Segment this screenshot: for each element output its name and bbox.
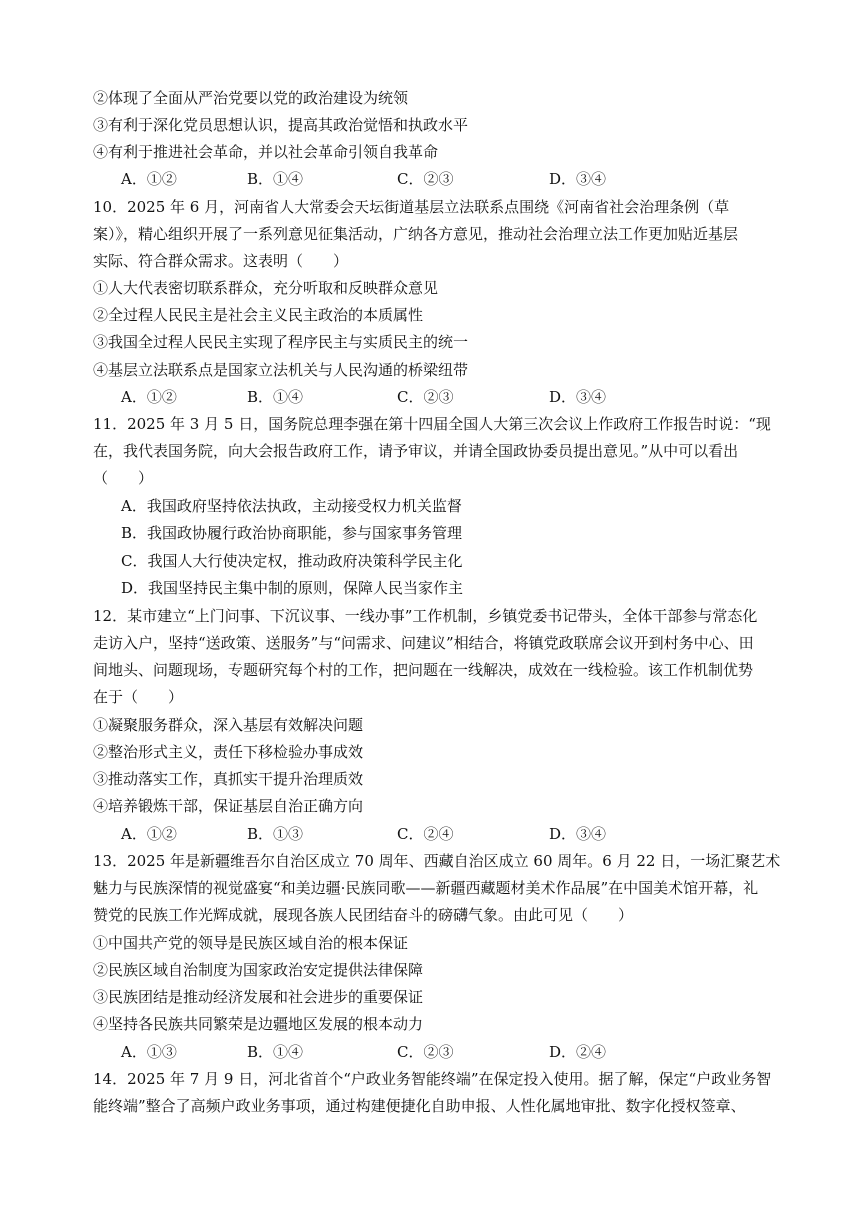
q12-choice-d[interactable]: D．③④	[549, 825, 607, 843]
q14-stem-line-2: 能终端”整合了高频户政业务事项，通过构建便捷化自助申报、人性化属地审批、数字化授权签章、	[93, 1097, 746, 1115]
q9-choices	[121, 166, 821, 193]
q11-option-b[interactable]: B．我国政协履行政治协商职能，参与国家事务管理	[121, 524, 463, 542]
q11-option-d[interactable]: D．我国坚持民主集中制的原则，保障人民当家作主	[121, 579, 464, 597]
q12-statement-4: ④培养锻炼干部，保证基层自治正确方向	[93, 797, 364, 815]
q10-statement-4: ④基层立法联系点是国家立法机关与人民沟通的桥梁纽带	[93, 361, 469, 379]
q9-statement-3: ③有利于深化党员思想认识，提高其政治觉悟和执政水平	[93, 116, 469, 134]
q10-stem-line-1: 10．2025 年 6 月，河南省人大常委会天坛街道基层立法联系点围绕《河南省社会治理条例（草	[93, 198, 730, 216]
q10-statement-2: ②全过程人民民主是社会主义民主政治的本质属性	[93, 306, 424, 324]
q10-statement-1: ①人大代表密切联系群众，充分听取和反映群众意见	[93, 279, 439, 297]
q9-choice-d[interactable]: D．③④	[549, 170, 607, 188]
q12-choice-b[interactable]: B．①③	[247, 825, 304, 843]
q10-choice-c[interactable]: C．②③	[397, 388, 454, 406]
q13-statement-2: ②民族区域自治制度为国家政治安定提供法律保障	[93, 961, 424, 979]
q10-choice-a[interactable]: A．①②	[121, 388, 177, 406]
q13-choice-a[interactable]: A．①③	[121, 1043, 177, 1061]
q10-stem-line-2: 案）》，精心组织开展了一系列意见征集活动，广纳各方意见，推动社会治理立法工作更加贴近基层	[93, 225, 739, 243]
q12-stem-line-2: 走访入户，坚持“送政策、送服务”与“问需求、问建议”相结合，将镇党政联席会议开到村务中心、田	[93, 634, 754, 652]
q10-stem-line-3: 实际、符合群众需求。这表明（ ）	[93, 252, 349, 270]
q13-choice-d[interactable]: D．②④	[549, 1043, 607, 1061]
q10-choice-d[interactable]: D．③④	[549, 388, 607, 406]
q12-stem-line-1: 12．某市建立“上门问事、下沉议事、一线办事”工作机制，乡镇党委书记带头，全体干部参与常态化	[93, 607, 758, 625]
q12-statement-2: ②整治形式主义，责任下移检验办事成效	[93, 743, 364, 761]
q14-stem-line-1: 14．2025 年 7 月 9 日，河北省首个“户政业务智能终端”在保定投入使用。据了解，保定“户政业务智	[93, 1070, 772, 1088]
q12-stem-line-4: 在于（ ）	[93, 688, 184, 706]
q9-choice-c[interactable]: C．②③	[397, 170, 454, 188]
q9-choice-a[interactable]: A．①②	[121, 170, 177, 188]
q9-choice-b[interactable]: B．①④	[247, 170, 304, 188]
q13-statement-3: ③民族团结是推动经济发展和社会进步的重要保证	[93, 988, 424, 1006]
q12-statement-1: ①凝聚服务群众，深入基层有效解决问题	[93, 716, 364, 734]
q11-option-a[interactable]: A．我国政府坚持依法执政，主动接受权力机关监督	[121, 497, 462, 515]
q9-statement-2: ②体现了全面从严治党要以党的政治建设为统领	[93, 89, 409, 107]
q10-statement-3: ③我国全过程人民民主实现了程序民主与实质民主的统一	[93, 333, 469, 351]
q13-choice-c[interactable]: C．②③	[397, 1043, 454, 1061]
q11-stem-line-2: 在，我代表国务院，向大会报告政府工作，请予审议，并请全国政协委员提出意见。”从中可以看出	[93, 442, 739, 460]
q11-stem-line-3: （ ）	[93, 469, 154, 487]
q12-choice-c[interactable]: C．②④	[397, 825, 454, 843]
q12-choices	[121, 821, 821, 848]
q12-stem-line-3: 间地头、问题现场，专题研究每个村的工作，把问题在一线解决，成效在一线检验。该工作机制优势	[93, 661, 754, 679]
q10-choice-b[interactable]: B．①④	[247, 388, 304, 406]
q13-choice-b[interactable]: B．①④	[247, 1043, 304, 1061]
q13-choices	[121, 1039, 821, 1066]
q13-statement-1: ①中国共产党的领导是民族区域自治的根本保证	[93, 934, 409, 952]
q13-stem-line-3: 赞党的民族工作光辉成就，展现各族人民团结奋斗的磅礴气象。由此可见（ ）	[93, 906, 634, 924]
q12-statement-3: ③推动落实工作，真抓实干提升治理质效	[93, 770, 364, 788]
q11-stem-line-1: 11．2025 年 3 月 5 日，国务院总理李强在第十四届全国人大第三次会议上作政府工作报告时说：“现	[93, 415, 771, 433]
q11-option-c[interactable]: C．我国人大行使决定权，推动政府决策科学民主化	[121, 552, 463, 570]
q13-stem-line-1: 13．2025 年是新疆维吾尔自治区成立 70 周年、西藏自治区成立 60 周年。6 月 22 日，一场汇聚艺术	[93, 852, 781, 870]
q13-statement-4: ④坚持各民族共同繁荣是边疆地区发展的根本动力	[93, 1015, 424, 1033]
q13-stem-line-2: 魅力与民族深情的视觉盛宴“和美边疆·民族同歌——新疆西藏题材美术作品展”在中国美术馆开幕，礼	[93, 879, 759, 897]
q9-statement-4: ④有利于推进社会革命，并以社会革命引领自我革命	[93, 143, 439, 161]
q10-choices	[121, 384, 821, 411]
q12-choice-a[interactable]: A．①②	[121, 825, 177, 843]
